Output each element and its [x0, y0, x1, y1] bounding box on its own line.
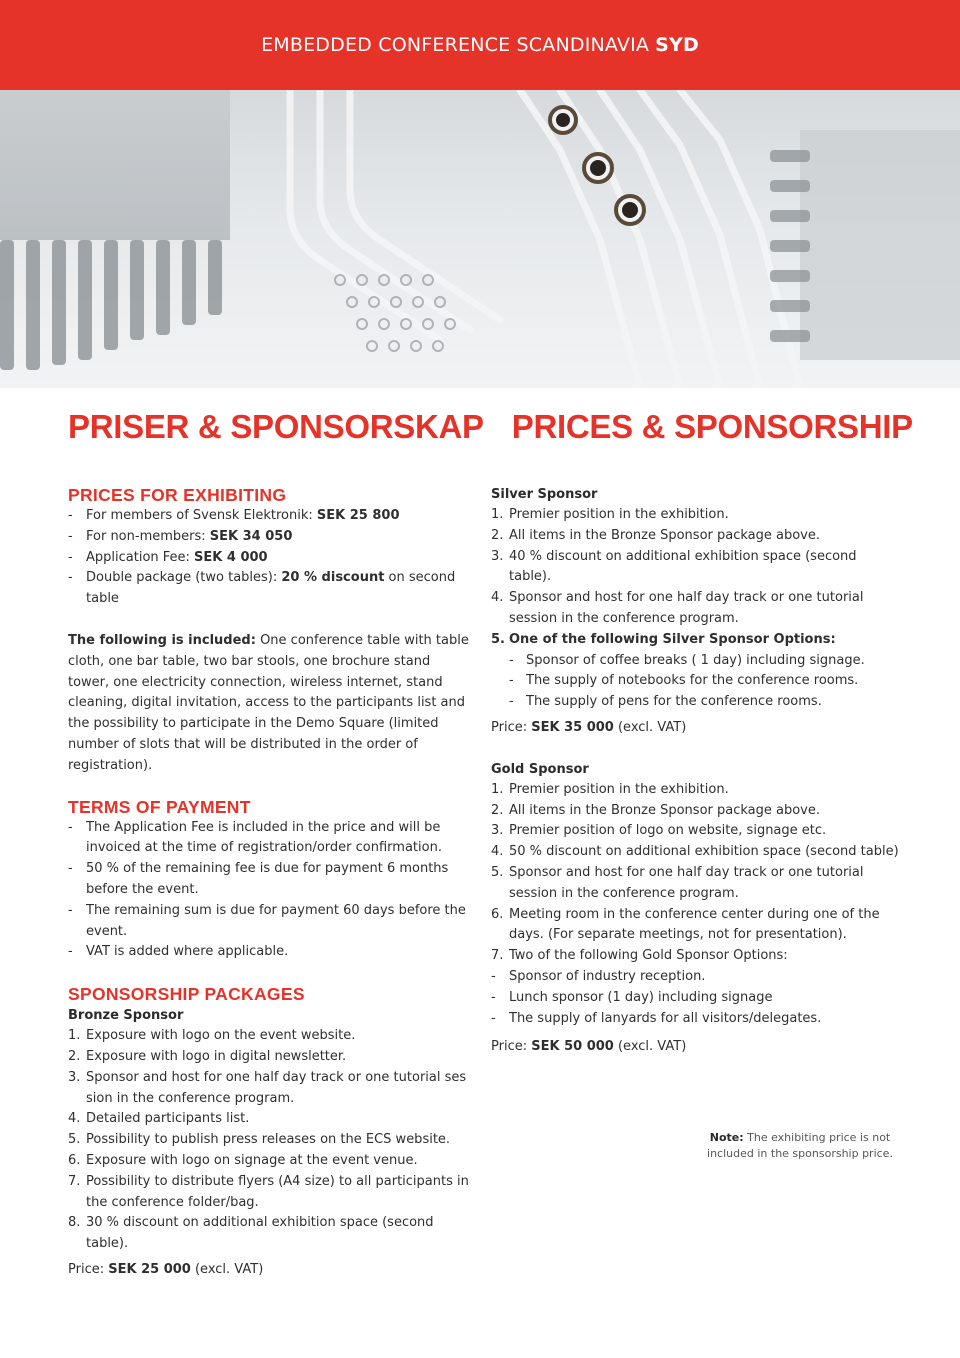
gold-item-text: Two of the following Gold Sponsor Options: — [509, 948, 788, 964]
price-item: - For non-members: SEK 34 050 — [68, 528, 293, 544]
silver-option-text: The supply of pens for the conference rooms. — [526, 694, 822, 710]
terms-item: - VAT is added where applicable. — [68, 944, 289, 960]
header-band — [0, 0, 960, 90]
silver-title: Silver Sponsor — [491, 487, 598, 502]
included-label: The following is included: — [68, 632, 256, 648]
gold-option: - The supply of lanyards for all visitors/delegates. — [491, 1010, 822, 1026]
terms-item: - The remaining sum is due for payment 60 days before the event. — [68, 902, 466, 939]
prices-heading: PRICES FOR EXHIBITING — [68, 485, 287, 505]
price-value: SEK 4 000 — [194, 549, 268, 565]
bronze-item: 7. Possibility to distribute flyers (A4 size) to all participants in the conference folder/bag. — [68, 1173, 469, 1210]
gold-title: Gold Sponsor — [491, 761, 589, 777]
sponsorship-note — [700, 1130, 900, 1161]
terms-item: - The Application Fee is included in the price and will be invoiced at the time of registration/order confirmation. — [68, 819, 442, 856]
gold-item: 7. Two of the following Gold Sponsor Options: — [491, 948, 788, 964]
gold-item-text: Sponsor and host for one half day track or one tutorial session in the conference program. — [509, 864, 864, 901]
price-suffix: (excl. VAT) — [190, 1261, 264, 1277]
gold-item-text: Premier position of logo on website, signage etc. — [509, 823, 827, 839]
price-note: on second table — [86, 570, 456, 607]
sponsorship-heading: SPONSORSHIP PACKAGES — [68, 984, 305, 1005]
bronze-item: 3. Sponsor and host for one half day track or one tutorial ses sion in the conference program. — [68, 1069, 467, 1106]
terms-text: The remaining sum is due for payment 60 days before the event. — [86, 902, 466, 939]
price-label: For members of Svensk Elektronik: — [86, 508, 317, 523]
silver-item-text: Premier position in the exhibition. — [509, 507, 729, 522]
gold-item: 3. Premier position of logo on website, signage etc. — [491, 823, 827, 839]
gold-item-text: Meeting room in the conference center during one of the days. (For separate meetings, not for presentation). — [509, 906, 880, 943]
price-label: Price: — [68, 1261, 109, 1277]
prices-list — [68, 506, 473, 610]
gold-item-text: All items in the Bronze Sponsor package above. — [509, 802, 821, 818]
gold-item: 6. Meeting room in the conference center during one of the days. (For separate meetings, not for presentation). — [491, 906, 880, 943]
gold-item: 1. Premier position in the exhibition. — [491, 781, 729, 797]
silver-options-list — [509, 651, 901, 713]
right-column — [491, 484, 901, 1058]
gold-item-text: Premier position in the exhibition. — [509, 781, 729, 797]
included-paragraph — [68, 631, 473, 777]
gold-option: - Lunch sponsor (1 day) including signage — [491, 989, 773, 1005]
bronze-item-text: Possibility to distribute flyers (A4 size) to all participants in the conference folder/bag. — [86, 1173, 469, 1210]
bronze-item-text: Detailed participants list. — [86, 1111, 250, 1127]
price-value: SEK 25 000 — [108, 1261, 191, 1277]
bronze-title: Bronze Sponsor — [68, 1008, 184, 1024]
price-item: - Double package (two tables): 20 % discount on second table — [68, 570, 456, 607]
page-title-swedish: PRISER & SPONSORSKAP — [68, 408, 484, 445]
silver-item-text: Sponsor and host for one half day track or one tutorial session in the conference program. — [509, 590, 864, 626]
price-value: 20 % discount — [281, 570, 385, 586]
terms-heading: TERMS OF PAYMENT — [68, 796, 251, 817]
terms-text: VAT is added where applicable. — [86, 944, 289, 960]
price-suffix: (excl. VAT) — [613, 719, 687, 735]
gold-item-text: 50 % discount on additional exhibition space (second table) — [509, 844, 899, 860]
silver-item: 1. Premier position in the exhibition. — [491, 507, 729, 522]
gold-price — [491, 1037, 901, 1058]
bronze-list — [68, 1026, 473, 1255]
page-title — [68, 408, 918, 446]
silver-price — [491, 718, 901, 739]
silver-list — [491, 505, 901, 713]
silver-options-heading: One of the following Silver Sponsor Options: — [509, 631, 836, 647]
price-item: - For members of Svensk Elektronik: SEK 25 800 — [68, 508, 400, 523]
bronze-item-text: Exposure with logo in digital newsletter. — [86, 1048, 347, 1064]
gold-list — [491, 780, 901, 967]
left-column — [68, 484, 473, 1281]
price-value: SEK 35 000 — [531, 719, 614, 735]
price-label: Price: — [491, 1039, 532, 1055]
silver-item: 4. Sponsor and host for one half day track or one tutorial session in the conference program. — [491, 590, 864, 626]
gold-option-text: The supply of lanyards for all visitors/delegates. — [509, 1010, 822, 1026]
bronze-item: 8. 30 % discount on additional exhibition space (second table). — [68, 1215, 434, 1252]
terms-item: - 50 % of the remaining fee is due for payment 6 months before the event. — [68, 861, 449, 897]
bronze-item-text: Exposure with logo on signage at the event venue. — [86, 1152, 418, 1168]
gold-item: 2. All items in the Bronze Sponsor package above. — [491, 802, 821, 818]
price-suffix: (excl. VAT) — [613, 1039, 687, 1055]
included-text: One conference table with table cloth, one bar table, two bar stools, one brochure stand tower, one electricity connection, wireless internet, stand cleaning, digital invitation, access to the participants list and the possibility to participate in the Demo Square (limited number of slots that will be distributed in the order of registration). — [68, 632, 469, 773]
bronze-item: 5. Possibility to publish press releases on the ECS website. — [68, 1132, 451, 1148]
price-value: SEK 34 050 — [209, 528, 293, 544]
price-label: Application Fee: — [86, 549, 195, 565]
bronze-item-text: Sponsor and host for one half day track or one tutorial ses sion in the conference program. — [86, 1069, 467, 1106]
silver-option: - The supply of notebooks for the conference rooms. — [509, 673, 859, 689]
silver-item-text: 40 % discount on additional exhibition space (second table). — [509, 548, 857, 585]
header-title: EMBEDDED CONFERENCE SCANDINAVIA — [261, 34, 650, 56]
silver-option: - Sponsor of coffee breaks ( 1 day) including signage. — [509, 652, 865, 668]
gold-item: 4. 50 % discount on additional exhibition space (second table) — [491, 844, 899, 860]
note-text: The exhibiting price is not included in the sponsorship price. — [707, 1131, 893, 1160]
silver-item: 2. All items in the Bronze Sponsor package above. — [491, 527, 821, 543]
price-label: Price: — [491, 719, 532, 735]
terms-text: The Application Fee is included in the price and will be invoiced at the time of registration/order confirmation. — [86, 819, 442, 856]
silver-item: 5. One of the following Silver Sponsor Options: - Sponsor of coffee breaks ( 1 day) including signage. - The supply of notebooks for the conference rooms. - The supply of pens for the conference rooms. — [491, 630, 901, 713]
bronze-item-text: 30 % discount on additional exhibition space (second table). — [86, 1215, 434, 1252]
bronze-item: 2. Exposure with logo in digital newsletter. — [68, 1048, 347, 1064]
silver-item: 3. 40 % discount on additional exhibition space (second table). — [491, 548, 857, 585]
price-value: SEK 25 800 — [316, 508, 400, 523]
price-label: For non-members: — [86, 528, 210, 544]
circuit-board-illustration — [0, 90, 960, 388]
note-label: Note: — [709, 1131, 744, 1144]
terms-text: 50 % of the remaining fee is due for payment 6 months before the event. — [86, 861, 449, 897]
gold-item: 5. Sponsor and host for one half day track or one tutorial session in the conference program. — [491, 864, 864, 901]
silver-item-text: All items in the Bronze Sponsor package above. — [509, 527, 821, 543]
bronze-price — [68, 1260, 473, 1281]
bronze-item: 4. Detailed participants list. — [68, 1111, 250, 1127]
bronze-item-text: Possibility to publish press releases on the ECS website. — [86, 1132, 451, 1148]
price-value: SEK 50 000 — [531, 1039, 614, 1055]
silver-option: - The supply of pens for the conference rooms. — [509, 694, 822, 710]
gold-option: - Sponsor of industry reception. — [491, 968, 706, 984]
gold-option-text: Lunch sponsor (1 day) including signage — [509, 989, 773, 1005]
price-label: Double package (two tables): — [86, 570, 282, 586]
silver-option-text: The supply of notebooks for the conference rooms. — [526, 673, 859, 689]
bronze-item: 1. Exposure with logo on the event website. — [68, 1028, 356, 1044]
silver-option-text: Sponsor of coffee breaks ( 1 day) including signage. — [526, 652, 865, 668]
terms-list — [68, 818, 473, 964]
hero-circuit-image — [0, 90, 960, 388]
bronze-item: 6. Exposure with logo on signage at the event venue. — [68, 1152, 418, 1168]
price-item: - Application Fee: SEK 4 000 — [68, 549, 268, 565]
bronze-item-text: Exposure with logo on the event website. — [86, 1028, 356, 1044]
header-title-suffix: SYD — [655, 34, 699, 56]
gold-options-list — [491, 967, 901, 1029]
page-title-english: PRICES & SPONSORSHIP — [511, 408, 913, 445]
gold-option-text: Sponsor of industry reception. — [509, 968, 706, 984]
